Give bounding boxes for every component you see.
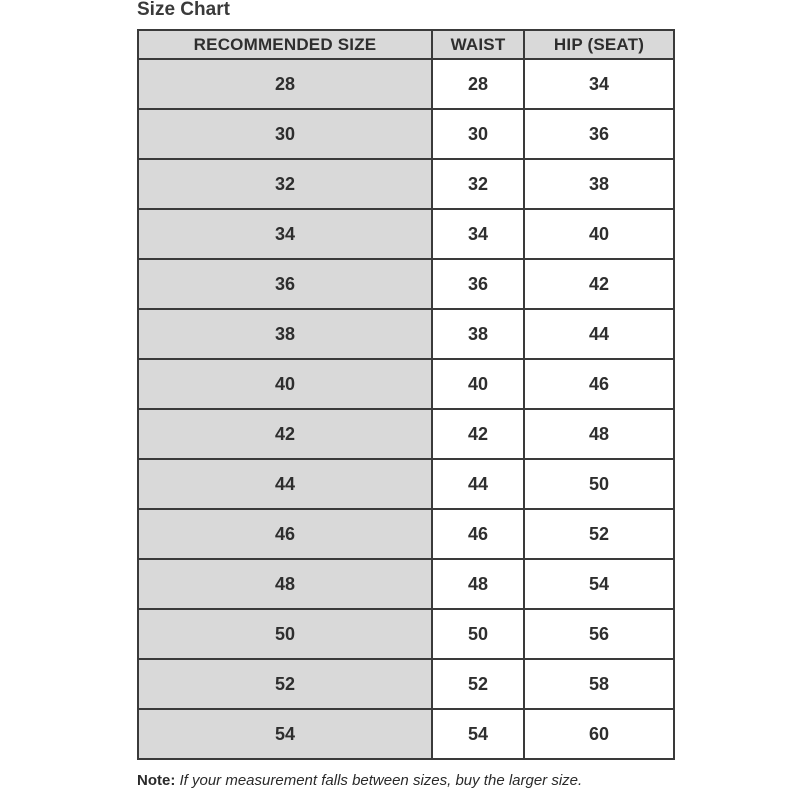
hip-seat-cell: 34 (524, 59, 674, 109)
hip-seat-cell: 50 (524, 459, 674, 509)
footnote (137, 772, 582, 789)
table-row (138, 509, 674, 559)
waist-cell: 28 (432, 59, 524, 109)
hip-seat-cell: 42 (524, 259, 674, 309)
hip-seat-cell: 46 (524, 359, 674, 409)
recommended-size-cell: 44 (138, 459, 432, 509)
recommended-size-cell: 34 (138, 209, 432, 259)
recommended-size-cell: 38 (138, 309, 432, 359)
table-row (138, 709, 674, 759)
recommended-size-cell: 42 (138, 409, 432, 459)
size-chart-table (137, 29, 675, 760)
table-row (138, 559, 674, 609)
waist-cell: 38 (432, 309, 524, 359)
waist-cell: 30 (432, 109, 524, 159)
hip-seat-cell: 56 (524, 609, 674, 659)
hip-seat-cell: 60 (524, 709, 674, 759)
recommended-size-cell: 28 (138, 59, 432, 109)
recommended-size-cell: 40 (138, 359, 432, 409)
hip-seat-cell: 40 (524, 209, 674, 259)
table-body (138, 59, 674, 759)
hip-seat-cell: 38 (524, 159, 674, 209)
table-row (138, 309, 674, 359)
waist-cell: 50 (432, 609, 524, 659)
recommended-size-cell: 46 (138, 509, 432, 559)
table-row (138, 409, 674, 459)
table-row (138, 59, 674, 109)
table-header-row (138, 30, 674, 59)
waist-cell: 52 (432, 659, 524, 709)
header-recommended-size: RECOMMENDED SIZE (138, 30, 432, 59)
note-text: If your measurement falls between sizes, buy the larger size. (179, 772, 583, 789)
waist-cell: 36 (432, 259, 524, 309)
header-waist: WAIST (432, 30, 524, 59)
header-hip-seat: HIP (SEAT) (524, 30, 674, 59)
recommended-size-cell: 36 (138, 259, 432, 309)
recommended-size-cell: 30 (138, 109, 432, 159)
hip-seat-cell: 52 (524, 509, 674, 559)
table-row (138, 259, 674, 309)
hip-seat-cell: 48 (524, 409, 674, 459)
table-row (138, 209, 674, 259)
waist-cell: 54 (432, 709, 524, 759)
hip-seat-cell: 36 (524, 109, 674, 159)
recommended-size-cell: 48 (138, 559, 432, 609)
table-row (138, 659, 674, 709)
recommended-size-cell: 52 (138, 659, 432, 709)
waist-cell: 46 (432, 509, 524, 559)
table-row (138, 159, 674, 209)
recommended-size-cell: 54 (138, 709, 432, 759)
recommended-size-cell: 50 (138, 609, 432, 659)
waist-cell: 48 (432, 559, 524, 609)
waist-cell: 44 (432, 459, 524, 509)
table-row (138, 109, 674, 159)
waist-cell: 32 (432, 159, 524, 209)
table-row (138, 359, 674, 409)
page-title: Size Chart (137, 0, 230, 20)
note-label: Note: (137, 772, 176, 789)
table-row (138, 609, 674, 659)
waist-cell: 40 (432, 359, 524, 409)
waist-cell: 42 (432, 409, 524, 459)
recommended-size-cell: 32 (138, 159, 432, 209)
table-row (138, 459, 674, 509)
waist-cell: 34 (432, 209, 524, 259)
hip-seat-cell: 54 (524, 559, 674, 609)
hip-seat-cell: 44 (524, 309, 674, 359)
hip-seat-cell: 58 (524, 659, 674, 709)
